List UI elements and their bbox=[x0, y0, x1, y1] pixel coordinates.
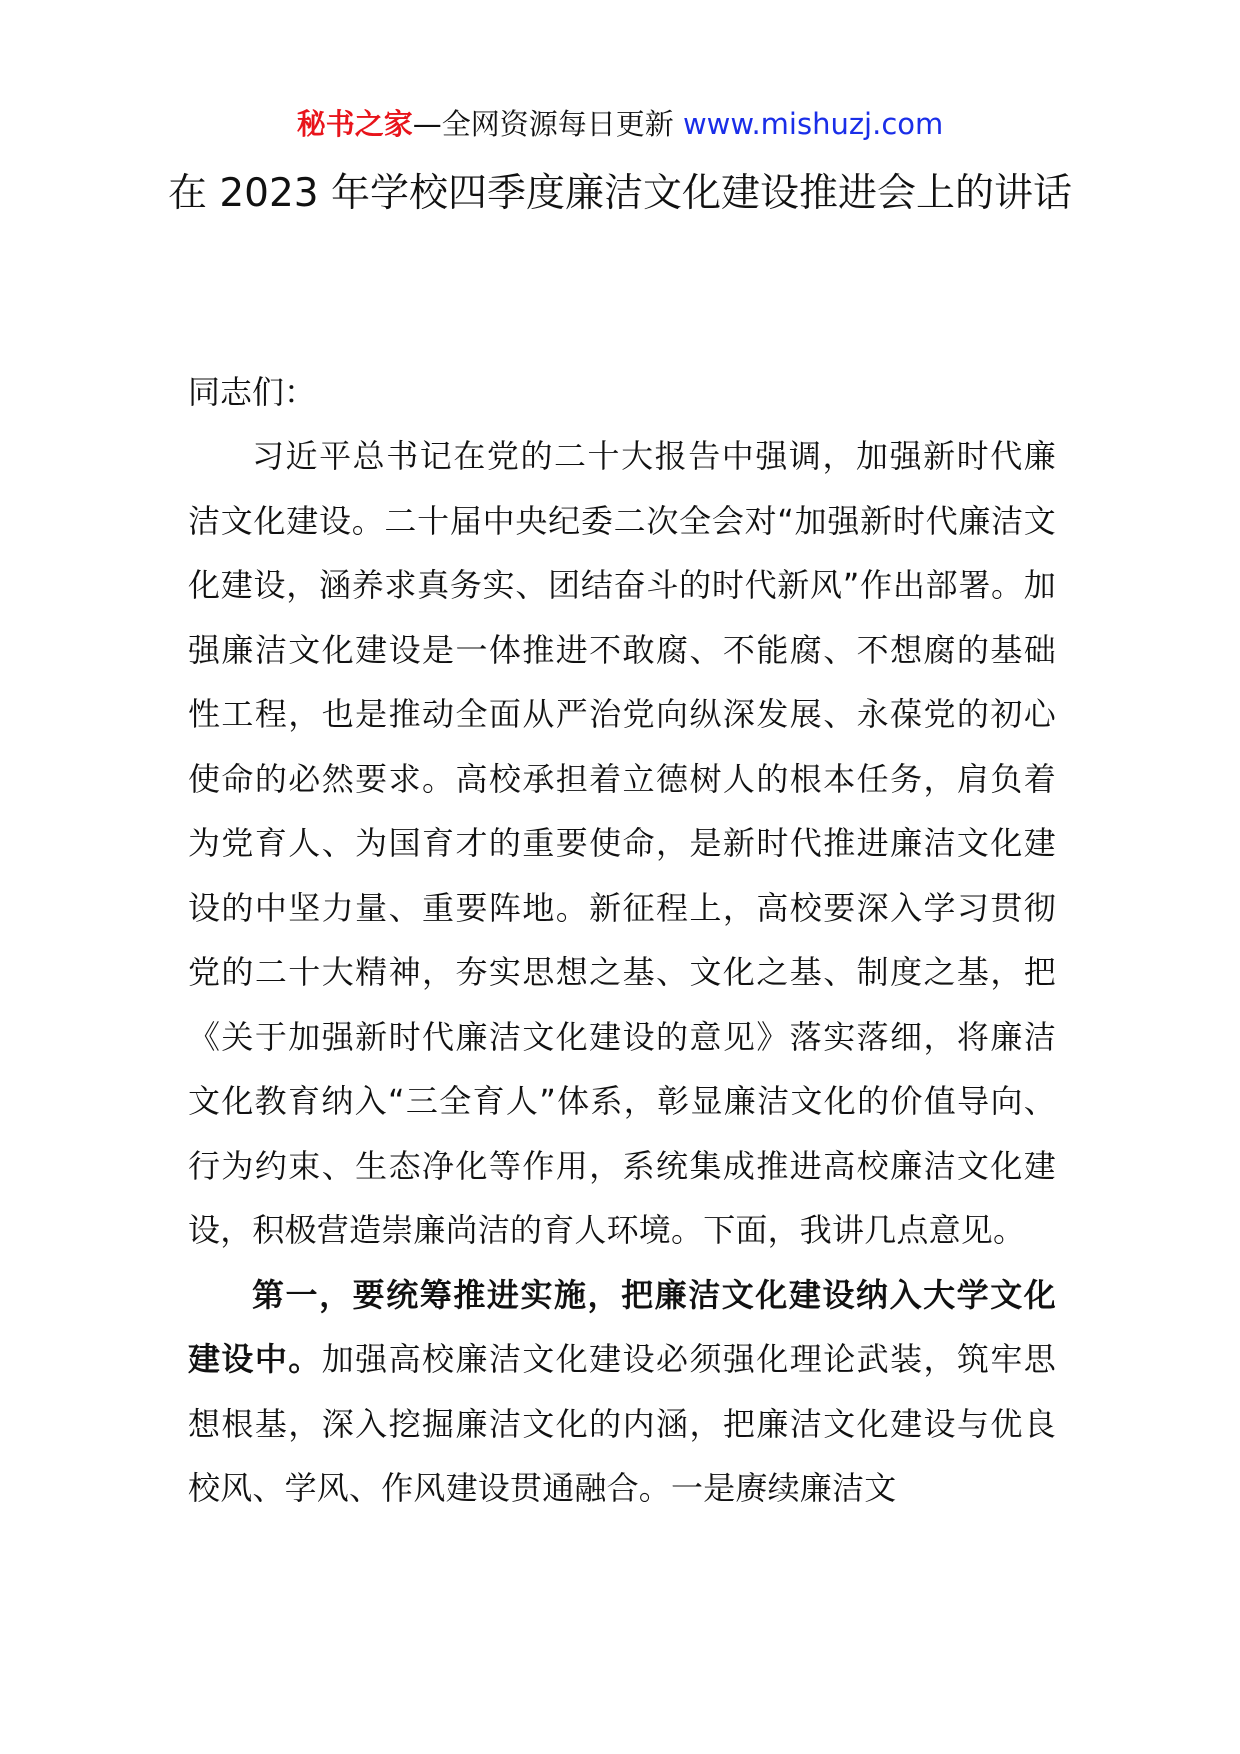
document-title: 在 2023 年学校四季度廉洁文化建设推进会上的讲话 bbox=[167, 171, 1073, 216]
brand-name: 秘书之家 bbox=[296, 107, 413, 141]
document-body bbox=[188, 360, 1056, 1521]
site-header bbox=[0, 104, 1240, 144]
paragraph-heading: 第一，要统筹推进实施，把廉洁文化建设纳入大学文化建设中。 bbox=[188, 1275, 1056, 1378]
paragraph-text: 加强高校廉洁文化建设必须强化理论武装，筑牢思想根基，深入挖掘廉洁文化的内涵，把廉洁文化建设与优良校风、学风、作风建设贯通融合。一是赓续廉洁文 bbox=[188, 1340, 1056, 1507]
paragraph: 习近平总书记在党的二十大报告中强调，加强新时代廉洁文化建设。二十届中央纪委二次全会对“加强新时代廉洁文化建设，涵养求真务实、团结奋斗的时代新风”作出部署。加强廉洁文化建设是一体推进不敢腐、不能腐、不想腐的基础性工程，也是推动全面从严治党向纵深发展、永葆党的初心使命的必然要求。高校承担着立德树人的根本任务，肩负着为党育人、为国育才的重要使命，是新时代推进廉洁文化建设的中坚力量、重要阵地。新征程上，高校要深入学习贯彻党的二十大精神，夯实思想之基、文化之基、制度之基，把《关于加强新时代廉洁文化建设的意见》落实落细，将廉洁文化教育纳入“三全育人”体系，彰显廉洁文化的价值导向、行为约束、生态净化等作用，系统集成推进高校廉洁文化建设，积极营造崇廉尚洁的育人环境。下面，我讲几点意见。 bbox=[188, 437, 1056, 1249]
paragraph bbox=[188, 1263, 1056, 1521]
site-url-link[interactable]: www.mishuzj.com bbox=[682, 107, 944, 141]
salutation: 同志们： bbox=[188, 373, 317, 411]
site-tagline: —全网资源每日更新 bbox=[412, 107, 683, 141]
